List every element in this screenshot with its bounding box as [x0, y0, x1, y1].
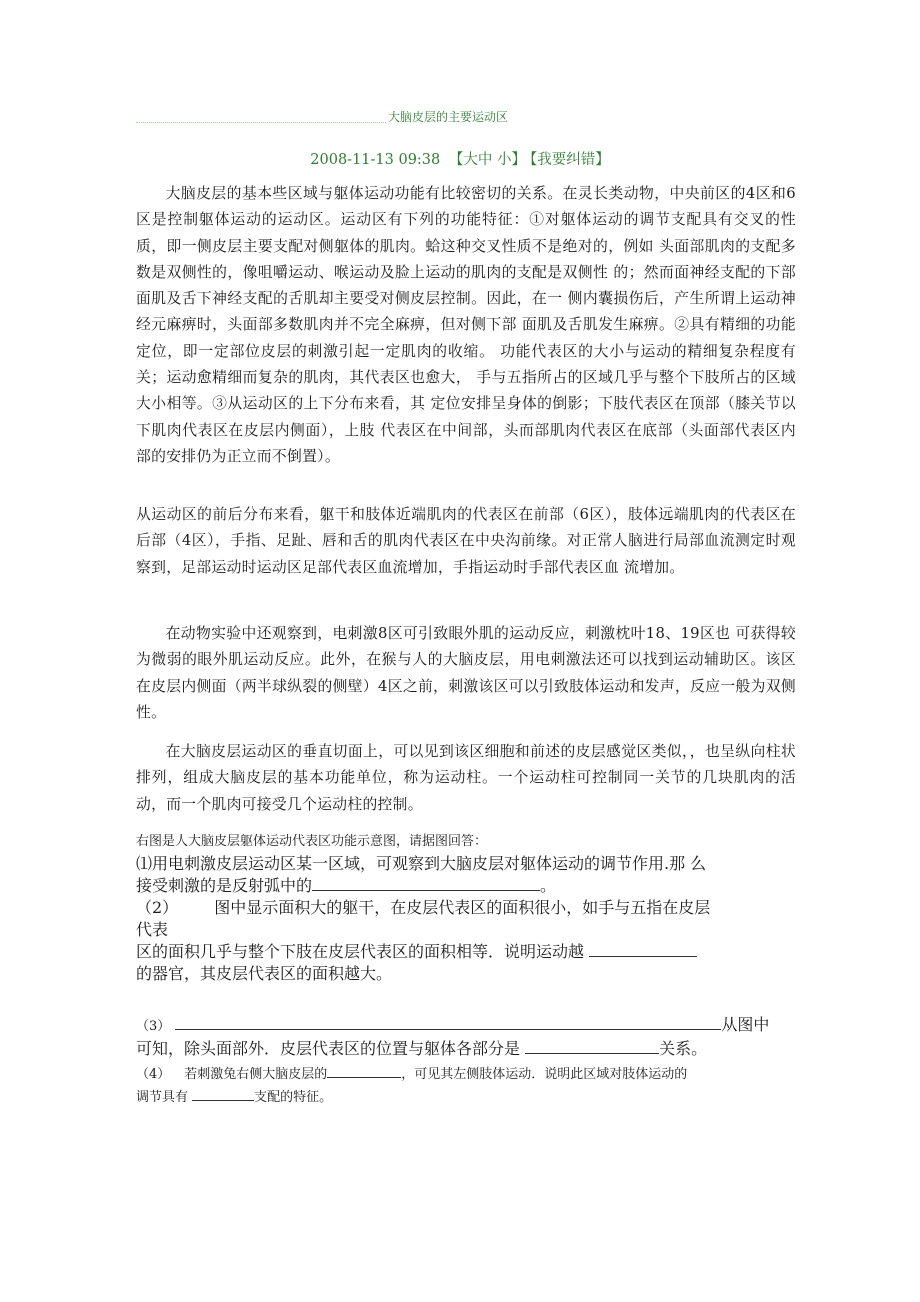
question-4-line-a: 若刺激兔右侧大脑皮层的 [184, 1067, 328, 1082]
question-3-number: （3） [136, 1019, 171, 1034]
title-row [136, 108, 656, 128]
answer-blank-5[interactable] [327, 1065, 401, 1078]
question-2-line-a: 图中显示面积大的躯干，在皮层代表区的面积很小，如手与五指在皮层 [214, 898, 711, 917]
question-4-line-d: 支配的特征。 [254, 1090, 333, 1105]
question-2-line-c: 区的面积几乎与整个下肢在皮层代表区的面积相等．说明运动越 [136, 942, 585, 961]
question-1-line-b: 接受刺激的是反射弧中的 [136, 876, 313, 895]
question-1-end: 。 [540, 876, 557, 895]
article-title: 大脑皮层的主要运动区 [388, 110, 509, 124]
report-error-link[interactable]: 【我要纠错】 [529, 152, 610, 168]
answer-blank-1[interactable] [312, 876, 540, 891]
paragraph-3: 在动物实验中还观察到，电刺激8区可引致眼外肌的运动反应，刺激枕叶18、19区也 可获得较为微弱的眼外肌运动反应。此外，在猴与人的大脑皮层，用电刺激法还可以找到运动辅助区。该区在皮层内侧面（两半球纵裂的侧壁）4区之前，刺激该区可以引致肢体运动和发声，反应一般为双侧性。 [136, 625, 796, 721]
paragraph-2: 从运动区的前后分布来看，躯干和肢体近端肌肉的代表区在前部（6区），肢体远端肌肉的代表区在后部（4区），手指、足趾、唇和舌的肌肉代表区在中央沟前缘。对正常人脑进行局部血流测定时观察到，足部运动时运动区足部代表区血流增加，手指运动时手部代表区血 流增加。 [136, 506, 796, 576]
question-2-line-b: 代表 [136, 920, 169, 939]
title-divider [136, 122, 386, 123]
question-2 [136, 897, 796, 985]
answer-blank-4[interactable] [525, 1039, 659, 1054]
question-3-line-b: 可知，除头面部外．皮层代表区的位置与躯体各部分是 [136, 1039, 521, 1058]
publish-date: 2008-11-13 09:38 [310, 152, 441, 168]
font-size-links[interactable]: 【大中 小】 [448, 152, 526, 168]
answer-blank-6[interactable] [192, 1088, 254, 1101]
question-3 [136, 1014, 796, 1060]
paragraph-4: 在大脑皮层运动区的垂直切面上，可以见到该区细胞和前述的皮层感觉区类似，，也呈纵向柱状排列，组成大脑皮层的基本功能单位，称为运动柱。一个运动柱可控制同一关节的几块肌肉的活动，而一个肌肉可接受几个运动柱的控制。 [136, 743, 796, 813]
question-4-line-b: ，可见其左侧肢体运动．说明此区域对肢体运动的 [401, 1067, 688, 1082]
answer-blank-3[interactable] [175, 1015, 721, 1030]
question-4-number: （4） [136, 1067, 171, 1082]
answer-blank-2[interactable] [589, 942, 697, 957]
paragraph-1: 大脑皮层的基本些区域与躯体运动功能有比较密切的关系。在灵长类动物，中央前区的4区和6区是控制躯体运动的运动区。运动区有下列的功能特征：①对躯体运动的调节支配具有交叉的性质，即一侧皮层主要支配对侧躯体的肌肉。蛤这种交叉性质不是绝对的，例如 头面部肌肉的支配多数是双侧性的，像咀嚼运动、喉运动及脸上运动的肌肉的支配是双侧性 的；然而面神经支配的下部面肌及舌下神经支配的舌肌却主要受对侧皮层控制。因此，在一 侧内囊损伤后，产生所谓上运动神经元麻痹时，头面部多数肌肉并不完全麻痹，但对侧下部 面肌及舌肌发生麻痹。②具有精细的功能定位，即一定部位皮层的刺激引起一定肌肉的收缩。 功能代表区的大小与运动的精细复杂程度有关；运动愈精细而复杂的肌肉，其代表区也愈大， 手与五指所占的区域几乎与整个下肢所占的区域大小相等。③从运动区的上下分布来看，其 定位安排呈身体的倒影；下肢代表区在顶部（膝关节以下肌肉代表区在皮层内侧面），上肢 代表区在中间部，头而部肌肉代表区在底部（头面部代表区内部的安排仍为正立而不倒置）。 [136, 185, 796, 465]
question-2-number: （2） [136, 898, 179, 917]
question-3-line-c: 关系。 [659, 1039, 708, 1058]
article-meta [0, 148, 920, 169]
question-4 [136, 1063, 796, 1109]
question-2-line-d: 的器官，其皮层代表区的面积越大。 [136, 964, 393, 983]
question-4-line-c: 调节具有 [136, 1090, 189, 1105]
question-1 [136, 853, 796, 897]
question-intro: 右图是人大脑皮层躯体运动代表区功能示意图，请据图回答： [136, 834, 488, 849]
question-1-line-a: ⑴用电刺激皮层运动区某一区域，可观察到大脑皮层对躯体运动的调节作用.那 么 [136, 854, 707, 873]
question-3-line-a: 从图中 [721, 1015, 770, 1034]
